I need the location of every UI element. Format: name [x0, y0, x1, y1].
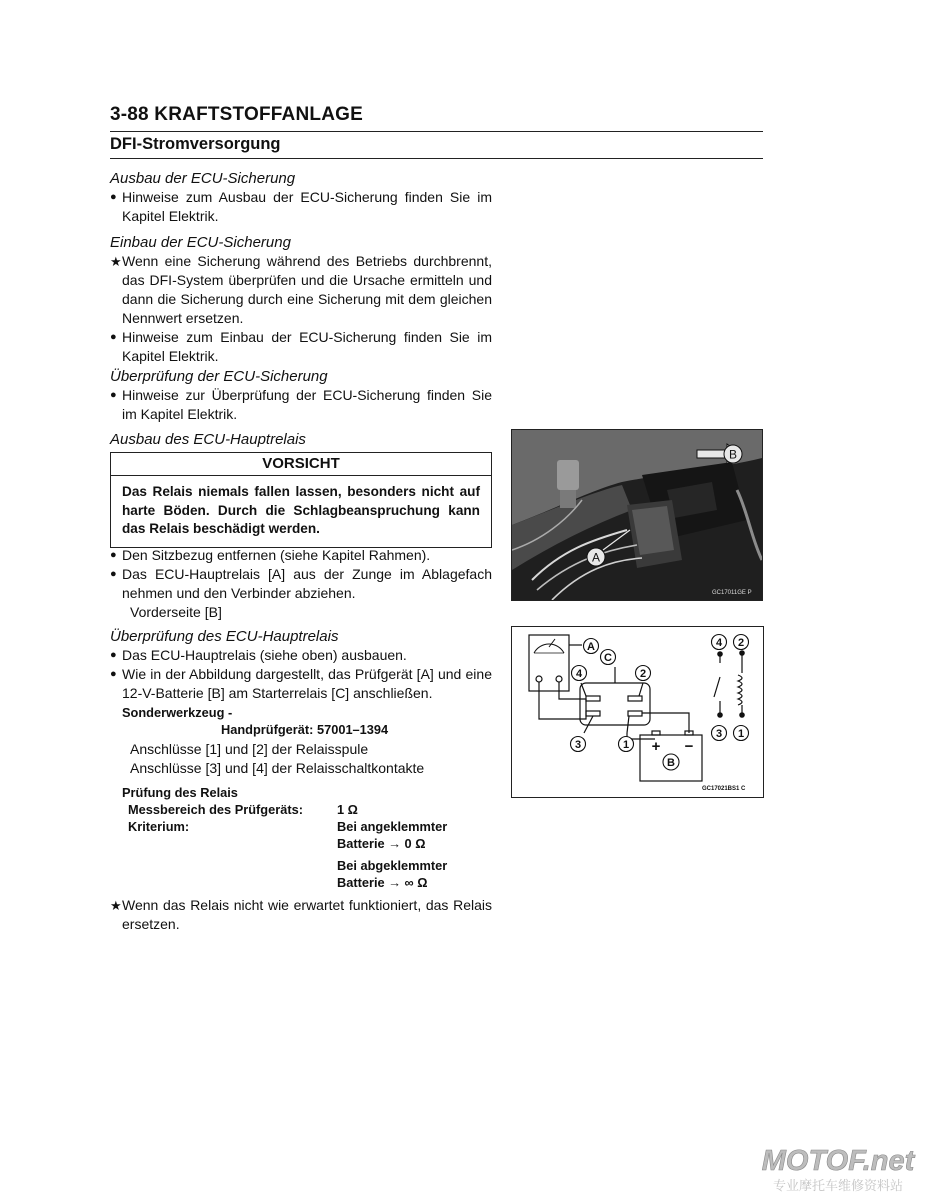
relay-photo-illustration	[512, 430, 762, 600]
watermark-tagline: 专业摩托车维修资料站	[772, 1178, 904, 1193]
page-title: 3-88 KRAFTSTOFFANLAGE	[110, 104, 363, 125]
subheading: Ausbau der ECU-Sicherung	[110, 170, 296, 187]
photo-label-b: B	[728, 447, 738, 462]
photo-label-a: A	[591, 550, 601, 565]
diagram-terminal-4: 4	[575, 668, 583, 680]
connections-text	[130, 740, 424, 778]
symbol-terminal-1: 1	[737, 728, 745, 740]
bullet-icon: ●	[110, 649, 117, 661]
range-value: 1 Ω	[337, 802, 358, 817]
battery-plus: +	[651, 738, 661, 755]
watermark-brand: MOTOF.net	[761, 1145, 915, 1177]
section-fuse-removal	[110, 169, 492, 226]
test-title: Prüfung des Relais	[122, 785, 238, 800]
subheading: Überprüfung des ECU-Hauptrelais	[110, 628, 339, 645]
diagram-code: GC17021BS1 C	[702, 786, 746, 792]
caution-title: VORSICHT	[111, 453, 491, 476]
photo-code: GC17011GE P	[712, 590, 752, 596]
caution-text: Das Relais niemals fallen lassen, besonders nicht auf harte Böden. Durch die Schlagbeanspruchung kann das Relais beschädigt werden.	[122, 484, 480, 536]
header-rule	[110, 131, 763, 132]
diagram-label-b: B	[667, 757, 675, 769]
note-text: Vorderseite [B]	[130, 604, 222, 620]
section-relay-inspection	[110, 627, 492, 703]
list-item: ● Das ECU-Hauptrelais [A] aus der Zunge im Ablagefach nehmen und den Verbinder abziehen.	[110, 566, 492, 601]
diagram-label-a: A	[587, 641, 595, 653]
star-icon: ★	[110, 254, 122, 269]
symbol-terminal-4: 4	[715, 637, 723, 649]
bullet-icon: ●	[110, 389, 117, 401]
section-title: DFI-Stromversorgung	[110, 135, 281, 153]
symbol-terminal-2: 2	[737, 637, 745, 649]
connection-coil: Anschlüsse [1] und [2] der Relaisspule	[130, 741, 369, 757]
symbol-terminal-3: 3	[715, 728, 723, 740]
section-relay-removal-steps	[110, 546, 492, 622]
diagram-terminal-1: 1	[622, 739, 630, 751]
list-item: ● Den Sitzbezug entfernen (siehe Kapitel Rahmen).	[110, 547, 431, 563]
section-fuse-installation	[110, 233, 492, 366]
relay-test-diagram-svg	[512, 627, 763, 797]
section-relay-removal-heading	[110, 430, 492, 449]
criterion-connected: Bei angeklemmter Batterie → 0 Ω	[337, 819, 448, 851]
connection-contacts: Anschlüsse [3] und [4] der Relaisschaltkontakte	[130, 760, 425, 776]
special-tool-value: Handprüfgerät: 57001–1394	[221, 722, 389, 737]
range-label: Messbereich des Prüfgeräts:	[128, 802, 303, 817]
section-rule	[110, 158, 763, 159]
list-item: ★ Wenn eine Sicherung während des Betriebs durchbrennt, das DFI-System überprüfen und die Ursache ermitteln und dann die Sicherung durch eine Sicherung mit dem gleichen Nennwert ersetzen.	[110, 253, 492, 326]
criterion-disconnected: Bei abgeklemmter Batterie → ∞ Ω	[337, 858, 448, 890]
relay-photo	[511, 429, 763, 601]
diagram-terminal-3: 3	[574, 739, 582, 751]
bullet-icon: ●	[110, 568, 117, 580]
battery-minus: −	[684, 738, 694, 755]
bullet-icon: ●	[110, 668, 117, 680]
section-fuse-inspection	[110, 367, 492, 424]
diagram-terminal-2: 2	[639, 668, 647, 680]
list-item: ● Hinweise zur Überprüfung der ECU-Sicherung finden Sie im Kapitel Elektrik.	[110, 387, 492, 422]
subheading: Ausbau des ECU-Hauptrelais	[110, 431, 306, 448]
bullet-icon: ●	[110, 549, 117, 561]
list-item: ● Wie in der Abbildung dargestellt, das Prüfgerät [A] und eine 12-V-Batterie [B] am Starterrelais [C] anschließen.	[110, 666, 492, 701]
section-relay-replace	[110, 896, 492, 934]
list-item: ● Das ECU-Hauptrelais (siehe oben) ausbauen.	[110, 647, 407, 663]
subheading: Überprüfung der ECU-Sicherung	[110, 368, 328, 385]
list-item: ★ Wenn das Relais nicht wie erwartet funktioniert, das Relais ersetzen.	[110, 897, 492, 932]
watermark-logo	[756, 1140, 921, 1196]
special-tool-label: Sonderwerkzeug -	[122, 705, 233, 720]
relay-test-diagram	[511, 626, 764, 798]
star-icon: ★	[110, 898, 122, 913]
criterion-label: Kriterium:	[128, 819, 190, 834]
list-item: ● Hinweise zum Einbau der ECU-Sicherung finden Sie im Kapitel Elektrik.	[110, 329, 492, 364]
caution-box	[110, 452, 492, 548]
subheading: Einbau der ECU-Sicherung	[110, 234, 291, 251]
bullet-icon: ●	[110, 191, 117, 203]
bullet-icon: ●	[110, 331, 117, 343]
list-item: ● Hinweise zum Ausbau der ECU-Sicherung finden Sie im Kapitel Elektrik.	[110, 189, 492, 224]
diagram-label-c: C	[604, 652, 612, 664]
